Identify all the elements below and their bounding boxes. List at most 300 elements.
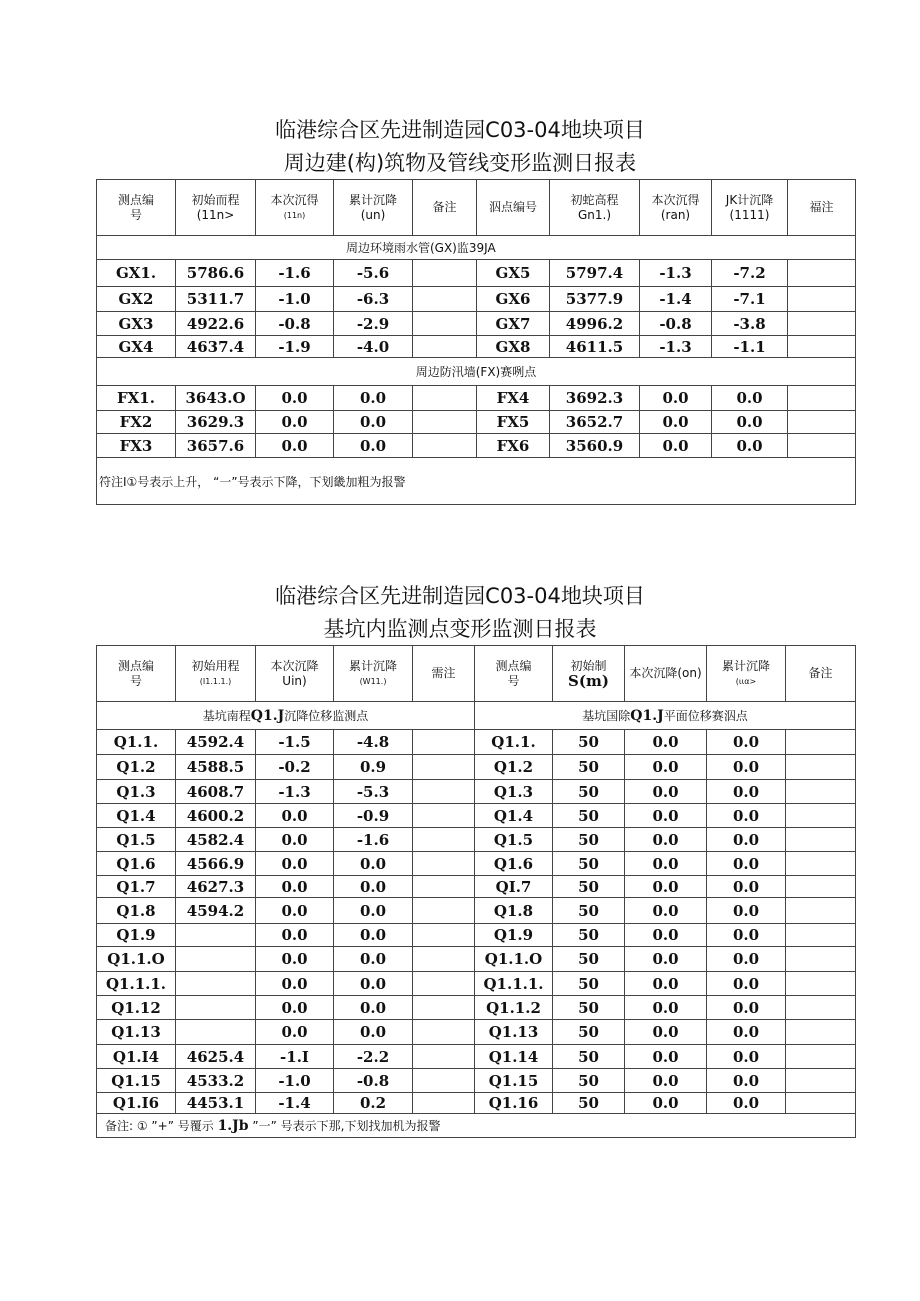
table-cell: 0.0 [707, 780, 786, 804]
table-cell: Q1.6 [97, 852, 176, 876]
table-cell: 0.0 [625, 1093, 707, 1114]
report2-title-line1: 临港综合区先进制造园C03-04地块项目 [275, 584, 645, 608]
header-text: Uin) [282, 673, 307, 688]
table-cell: 4592.4 [176, 730, 256, 755]
table-cell: 50 [553, 1069, 625, 1093]
report1-table [96, 179, 856, 505]
table-cell: -1.5 [256, 730, 334, 755]
header-text: 测点编 [117, 192, 154, 207]
table-cell: Q1.7 [97, 876, 176, 898]
table-row [97, 780, 856, 804]
table-cell: GX8 [477, 336, 550, 358]
table-cell [176, 924, 256, 947]
report2-note [97, 1114, 856, 1138]
table-cell: 0.0 [334, 386, 413, 411]
section-gx-left: 周边环境雨水管(GX)监3 [97, 236, 477, 260]
table-cell: -1.1 [712, 336, 788, 358]
table-cell [413, 972, 475, 996]
table-cell: -2.2 [334, 1045, 413, 1069]
table-cell [786, 1020, 856, 1045]
table-cell: 0.0 [256, 434, 334, 458]
table-cell: Q1.1. [97, 730, 176, 755]
table-cell [413, 730, 475, 755]
table-cell: FX6 [477, 434, 550, 458]
table-cell: Q1.9 [475, 924, 553, 947]
table-cell: -5.6 [334, 260, 413, 287]
header-text: (ιια> [735, 676, 757, 686]
table-cell: 0.0 [640, 434, 712, 458]
table-cell [788, 411, 856, 434]
table-cell [788, 312, 856, 336]
header-cell [786, 646, 856, 702]
table-cell: -0.2 [256, 755, 334, 780]
table-cell: 0.0 [625, 1045, 707, 1069]
header-text: 本次沉得 [270, 192, 319, 207]
header-cell [413, 646, 475, 702]
header-cell [550, 180, 640, 236]
header-text: (un) [360, 207, 386, 222]
table-cell: -0.8 [640, 312, 712, 336]
header-text: 本次沉降 [270, 658, 319, 673]
table-cell: 0.0 [707, 972, 786, 996]
header-cell [553, 646, 625, 702]
table-cell: 4608.7 [176, 780, 256, 804]
table-cell: 0.0 [707, 1069, 786, 1093]
header-text: Gn1.) [577, 207, 612, 222]
table-cell [413, 804, 475, 828]
table-cell: 3629.3 [176, 411, 256, 434]
table-cell [413, 287, 477, 312]
table-cell: 0.0 [625, 898, 707, 924]
header-text: (I1.1.1.) [199, 676, 232, 686]
table-cell: Q1.1.O [97, 947, 176, 972]
table-cell: GX6 [477, 287, 550, 312]
table-cell [786, 780, 856, 804]
table-cell: 0.0 [256, 386, 334, 411]
table-cell: -0.9 [334, 804, 413, 828]
table-cell [786, 947, 856, 972]
table-cell: -1.0 [256, 287, 334, 312]
table-cell: Q1.1.1. [97, 972, 176, 996]
table-cell: Q1.I6 [97, 1093, 176, 1114]
table-cell [176, 972, 256, 996]
header-text: 测点编 [117, 658, 154, 673]
table-cell: -0.8 [334, 1069, 413, 1093]
table-cell: 5311.7 [176, 287, 256, 312]
table-cell: Q1.5 [97, 828, 176, 852]
table-cell [413, 312, 477, 336]
header-text: (ran) [660, 207, 691, 222]
table-row [97, 434, 856, 458]
table-cell: 0.0 [256, 876, 334, 898]
table-cell: 0.0 [707, 1020, 786, 1045]
table-cell: 50 [553, 755, 625, 780]
table-cell [786, 730, 856, 755]
header-cell [97, 180, 176, 236]
table-cell: Q1.4 [475, 804, 553, 828]
table-cell: FX2 [97, 411, 176, 434]
table-cell [413, 755, 475, 780]
table-cell: 4453.1 [176, 1093, 256, 1114]
table-cell: -7.2 [712, 260, 788, 287]
table-cell: -1.6 [256, 260, 334, 287]
table-cell: Q1.2 [97, 755, 176, 780]
table-cell: 4627.3 [176, 876, 256, 898]
table-cell: -4.0 [334, 336, 413, 358]
table-cell: GX2 [97, 287, 176, 312]
table-cell: Q1.5 [475, 828, 553, 852]
table-cell: 0.0 [707, 1045, 786, 1069]
table-cell: 0.0 [707, 852, 786, 876]
header-text: 号 [507, 673, 520, 688]
table-cell: 0.0 [334, 876, 413, 898]
table-cell: 3652.7 [550, 411, 640, 434]
header-text: 初始制 [570, 658, 607, 673]
report2-table [96, 645, 856, 1138]
table-cell: GX4 [97, 336, 176, 358]
header-text: 号 [129, 673, 142, 688]
table-cell: 50 [553, 780, 625, 804]
table-cell: 0.0 [256, 828, 334, 852]
table-cell [786, 898, 856, 924]
table-row [97, 730, 856, 755]
table-cell: -1.4 [640, 287, 712, 312]
table-cell: -5.3 [334, 780, 413, 804]
table-row [97, 828, 856, 852]
report1-section-fx [97, 358, 856, 386]
table-cell [786, 1045, 856, 1069]
header-text: 初始而程 [191, 192, 240, 207]
table-cell: 50 [553, 996, 625, 1020]
table-cell: -6.3 [334, 287, 413, 312]
section-displacement [475, 702, 856, 730]
table-cell: GX1. [97, 260, 176, 287]
table-cell: 0.0 [334, 434, 413, 458]
table-row [97, 411, 856, 434]
table-cell: 4600.2 [176, 804, 256, 828]
report2-title-line2: 基坑内监测点变形监测日报表 [323, 617, 597, 641]
report1-header-row [97, 180, 856, 236]
report1-note: 符注I①号表示上升， “一”号表示下降，下划畿加粗为报警 [97, 458, 856, 505]
table-cell: Q1.9 [97, 924, 176, 947]
table-cell: FX4 [477, 386, 550, 411]
table-cell: Q1.6 [475, 852, 553, 876]
table-cell: 0.0 [625, 755, 707, 780]
table-cell: 0.0 [256, 947, 334, 972]
table-cell [413, 1020, 475, 1045]
table-row [97, 972, 856, 996]
table-cell: QI.7 [475, 876, 553, 898]
table-cell [786, 1093, 856, 1114]
table-cell: -1.4 [256, 1093, 334, 1114]
table-row [97, 1020, 856, 1045]
table-cell: GX7 [477, 312, 550, 336]
table-cell: 50 [553, 1093, 625, 1114]
table-cell: Q1.13 [97, 1020, 176, 1045]
table-cell [788, 287, 856, 312]
table-cell: 0.0 [707, 996, 786, 1020]
table-cell: 4588.5 [176, 755, 256, 780]
header-cell [625, 646, 707, 702]
header-text: 本次沉降(on) [629, 666, 702, 680]
table-cell: Q1.15 [475, 1069, 553, 1093]
table-cell [786, 1069, 856, 1093]
header-text: 本次沉得 [651, 192, 700, 207]
table-cell [786, 852, 856, 876]
header-cell [334, 180, 413, 236]
section-settlement-b: Q1.J [250, 708, 285, 724]
section-displacement-a: 基坑国除 [582, 709, 631, 723]
table-cell [413, 1069, 475, 1093]
header-cell [475, 646, 553, 702]
table-cell: 0.0 [334, 924, 413, 947]
table-row [97, 386, 856, 411]
table-cell: 50 [553, 852, 625, 876]
table-cell: 50 [553, 876, 625, 898]
table-cell: 3560.9 [550, 434, 640, 458]
table-cell [413, 876, 475, 898]
table-cell: 0.0 [334, 972, 413, 996]
report2-note-c: ”一” 号表示下那,下划找加机为报警 [252, 1119, 441, 1133]
table-cell: Q1.1.1. [475, 972, 553, 996]
table-cell: 4566.9 [176, 852, 256, 876]
table-cell [413, 996, 475, 1020]
table-row [97, 312, 856, 336]
table-cell: 0.0 [707, 730, 786, 755]
table-cell: 0.0 [625, 828, 707, 852]
table-cell: 0.0 [640, 386, 712, 411]
table-cell: 4637.4 [176, 336, 256, 358]
table-cell: -4.8 [334, 730, 413, 755]
table-row [97, 852, 856, 876]
header-cell [97, 646, 176, 702]
table-cell [786, 876, 856, 898]
table-cell: GX5 [477, 260, 550, 287]
table-cell: 0.0 [625, 924, 707, 947]
header-text: 福注 [809, 200, 834, 214]
table-cell: -1.3 [256, 780, 334, 804]
table-cell [413, 1045, 475, 1069]
header-cell [176, 646, 256, 702]
table-cell: 0.0 [625, 804, 707, 828]
table-cell: 50 [553, 924, 625, 947]
table-cell: 50 [553, 1020, 625, 1045]
table-cell [788, 336, 856, 358]
table-cell [786, 804, 856, 828]
header-text: 累计沉降 [348, 658, 397, 673]
table-cell: 0.0 [712, 411, 788, 434]
table-cell: -3.8 [712, 312, 788, 336]
section-displacement-c: 平面位移赛泅点 [663, 709, 748, 723]
table-cell: 0.0 [625, 1020, 707, 1045]
table-row [97, 996, 856, 1020]
table-cell [413, 411, 477, 434]
table-cell: 0.0 [256, 852, 334, 876]
table-cell: 0.0 [640, 411, 712, 434]
table-cell [176, 947, 256, 972]
table-cell: Q1.1.O [475, 947, 553, 972]
header-text: 累计沉降 [348, 192, 397, 207]
table-cell: 0.0 [712, 434, 788, 458]
report1-title-line2: 周边建(构)筑物及管线变形监测日报表 [283, 151, 637, 175]
header-text: JK计沉降 [725, 192, 774, 207]
table-cell: Q1.14 [475, 1045, 553, 1069]
table-cell: Q1.2 [475, 755, 553, 780]
table-cell: FX3 [97, 434, 176, 458]
table-cell [788, 434, 856, 458]
section-settlement-a: 基坑南程 [202, 709, 251, 723]
header-cell [640, 180, 712, 236]
table-cell [786, 755, 856, 780]
table-cell [788, 260, 856, 287]
table-cell: 50 [553, 804, 625, 828]
header-text: 累计沉降 [721, 658, 770, 673]
table-cell: Q1.8 [475, 898, 553, 924]
table-cell: -1.0 [256, 1069, 334, 1093]
table-cell: 0.0 [712, 386, 788, 411]
header-cell [256, 180, 334, 236]
table-cell: 0.0 [256, 804, 334, 828]
table-cell: 50 [553, 1045, 625, 1069]
header-cell [712, 180, 788, 236]
table-cell: 5377.9 [550, 287, 640, 312]
header-cell [334, 646, 413, 702]
table-row [97, 876, 856, 898]
table-cell [413, 780, 475, 804]
table-cell [413, 947, 475, 972]
table-cell [786, 972, 856, 996]
table-row [97, 287, 856, 312]
table-cell: 50 [553, 947, 625, 972]
report2-note-row [97, 1114, 856, 1138]
table-cell: 0.0 [256, 996, 334, 1020]
section-gx-right: 9JA [477, 236, 856, 260]
table-cell: Q1.I4 [97, 1045, 176, 1069]
table-cell: 4582.4 [176, 828, 256, 852]
table-cell: -1.6 [334, 828, 413, 852]
table-cell [413, 386, 477, 411]
table-row [97, 1069, 856, 1093]
table-row [97, 336, 856, 358]
table-row [97, 1093, 856, 1114]
table-cell: GX3 [97, 312, 176, 336]
table-cell: 4996.2 [550, 312, 640, 336]
table-cell: 0.0 [334, 411, 413, 434]
table-cell: 0.0 [625, 730, 707, 755]
table-cell: 0.0 [256, 972, 334, 996]
report1-note-row [97, 458, 856, 505]
table-cell: 50 [553, 898, 625, 924]
table-cell: Q1.3 [475, 780, 553, 804]
table-cell [413, 1093, 475, 1114]
table-cell: 0.0 [707, 1093, 786, 1114]
header-cell [413, 180, 477, 236]
report1-section-gx [97, 236, 856, 260]
header-text: (1111) [729, 207, 770, 222]
table-cell: 0.0 [625, 780, 707, 804]
table-cell: Q1.3 [97, 780, 176, 804]
table-cell: 5786.6 [176, 260, 256, 287]
table-cell: Q1.8 [97, 898, 176, 924]
header-text: 泅点编号 [488, 200, 537, 214]
table-cell: 0.0 [707, 804, 786, 828]
table-cell: Q1.1. [475, 730, 553, 755]
table-cell: 50 [553, 972, 625, 996]
table-cell: 0.2 [334, 1093, 413, 1114]
table-cell: 4625.4 [176, 1045, 256, 1069]
report2-header-row [97, 646, 856, 702]
table-cell: 3657.6 [176, 434, 256, 458]
table-cell: Q1.15 [97, 1069, 176, 1093]
header-cell [176, 180, 256, 236]
table-cell: 0.0 [256, 924, 334, 947]
table-cell: 4594.2 [176, 898, 256, 924]
table-cell [413, 898, 475, 924]
header-cell [788, 180, 856, 236]
table-cell: Q1.1.2 [475, 996, 553, 1020]
table-cell: 50 [553, 730, 625, 755]
table-cell: 0.0 [256, 1020, 334, 1045]
table-cell: 0.0 [625, 947, 707, 972]
table-row [97, 1045, 856, 1069]
table-cell: 4922.6 [176, 312, 256, 336]
header-text: (11n> [196, 207, 235, 222]
table-cell: -1.9 [256, 336, 334, 358]
table-cell: FX1. [97, 386, 176, 411]
table-cell: Q1.13 [475, 1020, 553, 1045]
header-text: 测点编 [495, 658, 532, 673]
table-cell [176, 996, 256, 1020]
table-cell: 0.0 [256, 898, 334, 924]
table-cell: 4533.2 [176, 1069, 256, 1093]
report2-note-a: 备注: ① ”+” 号覆示 [105, 1119, 214, 1133]
table-cell: 0.9 [334, 755, 413, 780]
table-cell [413, 852, 475, 876]
header-text: 需注 [431, 666, 456, 680]
table-row [97, 924, 856, 947]
section-settlement [97, 702, 475, 730]
header-text: S(m) [568, 671, 609, 690]
header-text: (11n) [283, 210, 306, 220]
table-cell [413, 828, 475, 852]
header-cell [707, 646, 786, 702]
table-cell: Q1.4 [97, 804, 176, 828]
table-cell: -1.3 [640, 260, 712, 287]
table-cell: 0.0 [334, 852, 413, 876]
table-cell: -1.I [256, 1045, 334, 1069]
table-cell: 0.0 [334, 898, 413, 924]
table-cell: 0.0 [625, 876, 707, 898]
table-row [97, 898, 856, 924]
section-settlement-c: 沉降位移监测点 [284, 709, 369, 723]
table-row [97, 260, 856, 287]
header-cell [256, 646, 334, 702]
table-cell: 3692.3 [550, 386, 640, 411]
table-cell: Q1.12 [97, 996, 176, 1020]
header-cell [477, 180, 550, 236]
report1-title-line1: 临港综合区先进制造园C03-04地块项目 [275, 118, 645, 142]
table-row [97, 755, 856, 780]
section-fx-label: 周边防汛墙(FX)赛咧点 [97, 358, 856, 386]
table-row [97, 947, 856, 972]
table-cell [786, 828, 856, 852]
table-cell: 4611.5 [550, 336, 640, 358]
table-cell: 3643.O [176, 386, 256, 411]
table-cell: 0.0 [625, 996, 707, 1020]
table-cell: -2.9 [334, 312, 413, 336]
header-text: 初蛇高程 [570, 192, 619, 207]
table-cell: 5797.4 [550, 260, 640, 287]
